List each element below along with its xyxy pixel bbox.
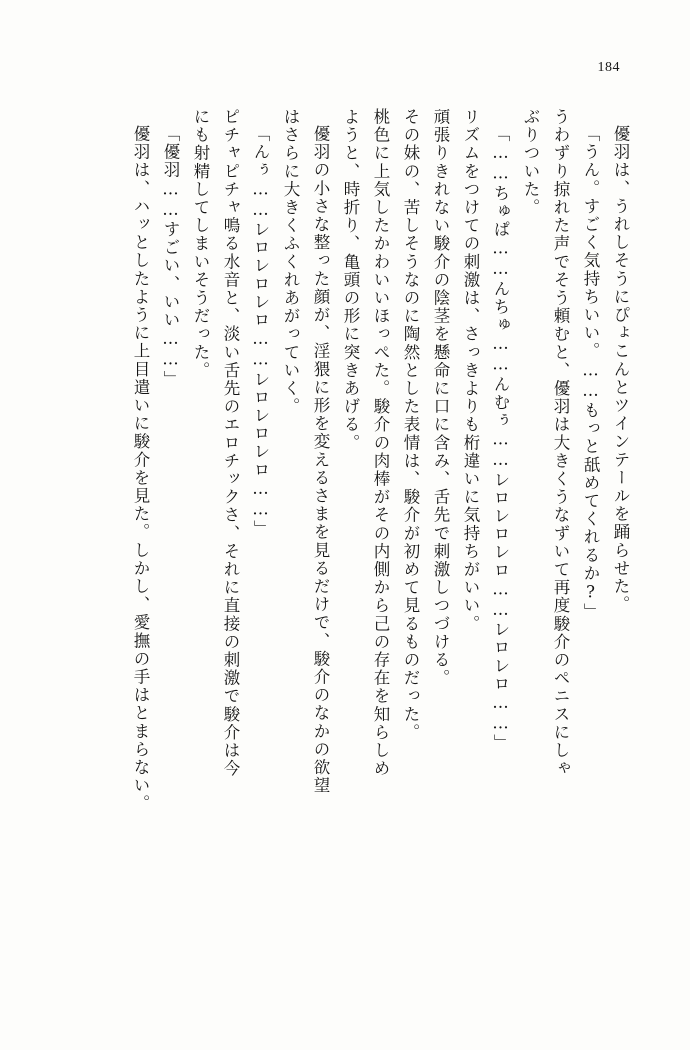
text-line: 「んぅ……レロレロレロ……レロレロレロ……」 (251, 125, 270, 539)
text-line: ピチャピチャ鳴る水音と、淡い舌先のエロチックさ、それに直接の刺激で駿介は今 (221, 108, 240, 778)
text-line: 優羽の小さな整った顔が、淫猥に形を変えるさまを見るだけで、駿介のなかの欲望 (311, 125, 330, 795)
text-line: 「うん。すごく気持ちいい。……もっと舐めてくれるか?」 (581, 125, 600, 622)
text-line: 頑張りきれない駿介の陰茎を懸命に口に含み、舌先で刺激しつづける。 (431, 108, 450, 688)
text-line: ようと、時折り、亀頭の形に突きあげる。 (341, 108, 360, 452)
text-line: 優羽は、うれしそうにぴょこんとツインテールを踊らせた。 (611, 125, 630, 614)
text-line: 桃色に上気したかわいいほっぺた。駿介の肉棒がその内側から己の存在を知らしめ (371, 108, 390, 778)
text-line: 「……ちゅぱ……んちゅ……んむぅ……レロレロレロ……レロレロ……」 (491, 125, 510, 753)
text-line: リズムをつけての刺激は、さっきよりも桁違いに気持ちがいい。 (461, 108, 480, 633)
text-line: にも射精してしまいそうだった。 (191, 108, 210, 380)
text-line: はさらに大きくふくれあがっていく。 (281, 108, 300, 416)
page-number: 184 (597, 60, 620, 75)
text-line: その妹の、苦しそうなのに陶然とした表情は、駿介が初めて見るものだった。 (401, 108, 420, 742)
text-line: 「優羽……すごい、いい……」 (161, 125, 180, 389)
text-line: ぶりついた。 (521, 108, 540, 217)
body-text (62, 108, 628, 978)
text-line: 優羽は、ハッとしたように上目遣いに駿介を見た。しかし、愛撫の手はとまらない。 (131, 125, 150, 813)
text-line: うわずり掠れた声でそう頼むと、優羽は大きくうなずいて再度駿介のペニスにしゃ (551, 108, 570, 778)
